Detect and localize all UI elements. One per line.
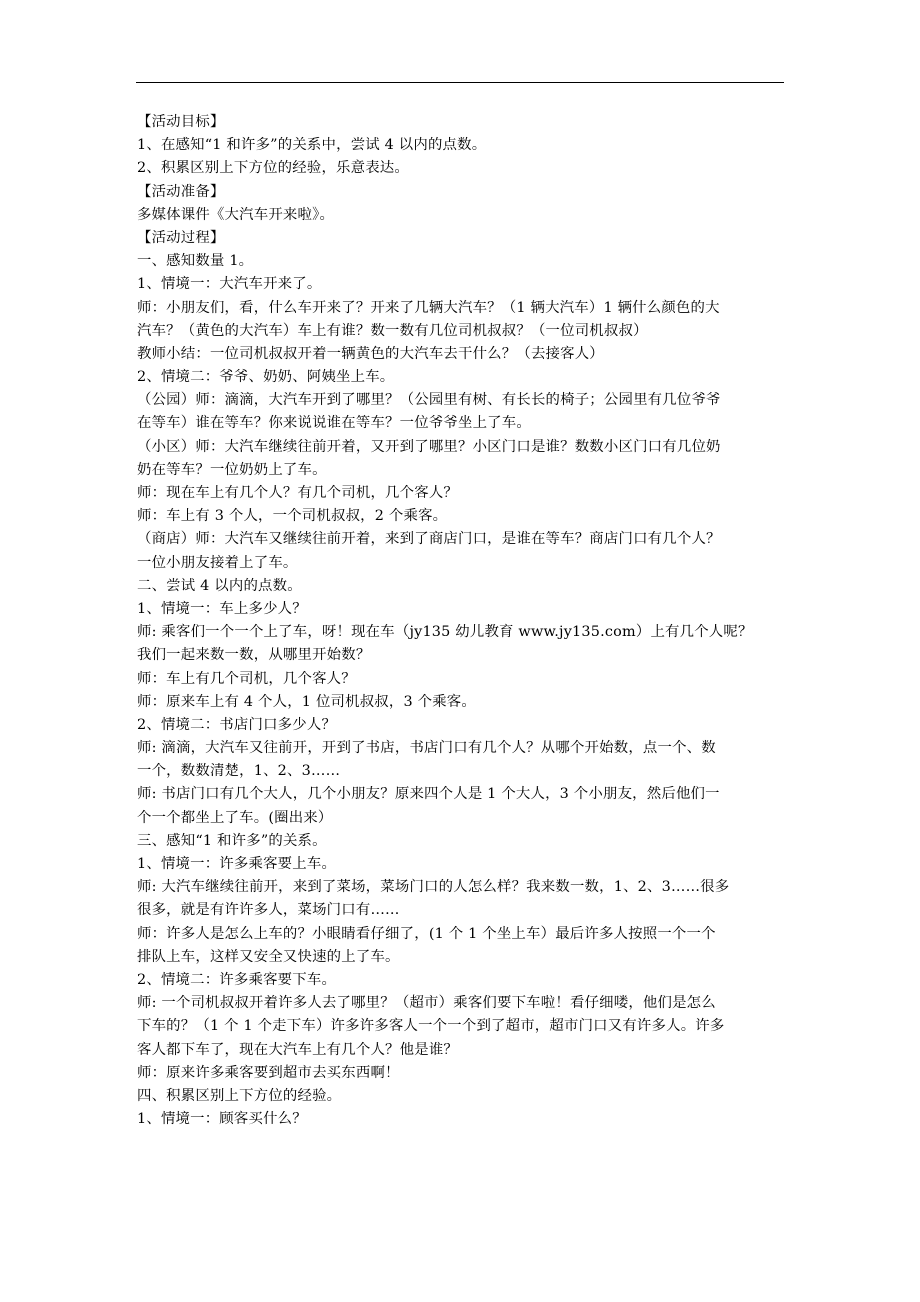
text-line: 1、在感知“1 和许多”的关系中，尝试 4 以内的点数。 xyxy=(137,137,487,154)
text-line: 2、情境二：书店门口多少人？ xyxy=(137,716,337,733)
heading-process: 【活动过程】 xyxy=(137,229,225,246)
text-line: （商店）师：大汽车又继续往前开着，来到了商店门口，是谁在等车？商店门口有几个人？ xyxy=(137,531,721,548)
document-body xyxy=(137,111,787,1131)
text-line: 2、情境二：爷爷、奶奶、阿姨坐上车。 xyxy=(137,369,395,386)
text-line: 1、情境一：大汽车开来了。 xyxy=(137,276,322,293)
text-line: 多媒体课件《大汽车开来啦》。 xyxy=(137,206,335,223)
text-line: （公园）师：滴滴，大汽车开到了哪里？（公园里有树、有长长的椅子；公园里有几位爷爷 xyxy=(137,392,721,409)
text-line: 我们一起来数一数，从哪里开始数？ xyxy=(137,647,371,664)
text-line: 汽车？（黄色的大汽车）车上有谁？数一数有几位司机叔叔？（一位司机叔叔） xyxy=(137,322,648,339)
text-line: 师: 滴滴，大汽车又往前开，开到了书店，书店门口有几个人？从哪个开始数，点一个、数 xyxy=(137,740,716,757)
text-line: 师：车上有几个司机，几个客人？ xyxy=(137,670,356,687)
text-line: 奶在等车？一位奶奶上了车。 xyxy=(137,461,327,478)
text-line: 1、情境一：顾客买什么？ xyxy=(137,1111,307,1128)
text-line: 师：小朋友们，看，什么车开来了？开来了几辆大汽车？（1 辆大汽车）1 辆什么颜色的大 xyxy=(137,299,720,316)
text-line: （小区）师：大汽车继续往前开着，又开到了哪里？小区门口是谁？数数小区门口有几位奶 xyxy=(137,438,721,455)
header-rule xyxy=(136,82,784,83)
text-line: 下车的？（1 个 1 个走下车）许多许多客人一个一个到了超市，超市门口又有许多人。许多 xyxy=(137,1018,725,1035)
text-line: 个一个都坐上了车。(圈出来） xyxy=(137,809,333,826)
heading-preparation: 【活动准备】 xyxy=(137,183,225,200)
text-line: 师：许多人是怎么上车的？小眼睛看仔细了，(1 个 1 个坐上车）最后许多人按照一个一个 xyxy=(137,925,716,942)
text-line: 师: 大汽车继续往前开，来到了菜场，菜场门口的人怎么样？我来数一数，1、2、3……很多 xyxy=(137,879,730,896)
text-line: 师: 一个司机叔叔开着许多人去了哪里？（超市）乘客们要下车啦！看仔细喽，他们是怎么 xyxy=(137,995,716,1012)
text-line: 2、积累区别上下方位的经验，乐意表达。 xyxy=(137,160,409,177)
text-line: 教师小结：一位司机叔叔开着一辆黄色的大汽车去干什么？（去接客人） xyxy=(137,345,604,362)
text-line: 师: 书店门口有几个大人，几个小朋友？原来四个人是 1 个大人，3 个小朋友，然后他们一 xyxy=(137,786,720,803)
text-line: 一个，数数清楚，1、2、3…… xyxy=(137,763,341,780)
section-heading: 二、尝试 4 以内的点数。 xyxy=(137,577,302,594)
text-line: 1、情境一：许多乘客要上车。 xyxy=(137,856,337,872)
text-line: 很多，就是有许许多人，菜场门口有…… xyxy=(137,902,400,919)
text-line: 排队上车，这样又安全又快速的上了车。 xyxy=(137,948,400,965)
heading-goals: 【活动目标】 xyxy=(137,114,225,130)
text-line: 2、情境二：许多乘客要下车。 xyxy=(137,971,337,988)
text-line: 1、情境一：车上多少人？ xyxy=(137,600,307,617)
section-heading: 四、积累区别上下方位的经验。 xyxy=(137,1087,342,1104)
text-line: 师：原来许多乘客要到超市去买东西啊！ xyxy=(137,1064,400,1081)
text-line: 一位小朋友接着上了车。 xyxy=(137,554,298,571)
text-line: 师：车上有 3 个人，一个司机叔叔，2 个乘客。 xyxy=(137,508,448,525)
text-line: 师: 乘客们一个一个上了车，呀！现在车（jy135 幼儿教育 www.jy135.com）上有几个人呢？ xyxy=(137,624,753,641)
text-line: 师：现在车上有几个人？有几个司机，几个客人？ xyxy=(137,485,458,501)
section-heading: 一、感知数量 1。 xyxy=(137,253,254,270)
text-line: 客人都下车了，现在大汽车上有几个人？他是谁？ xyxy=(137,1041,458,1058)
text-line: 师：原来车上有 4 个人，1 位司机叔叔，3 个乘客。 xyxy=(137,693,476,710)
section-heading: 三、感知“1 和许多”的关系。 xyxy=(137,832,327,849)
text-line: 在等车）谁在等车？你来说说谁在等车？一位爷爷坐上了车。 xyxy=(137,415,531,432)
